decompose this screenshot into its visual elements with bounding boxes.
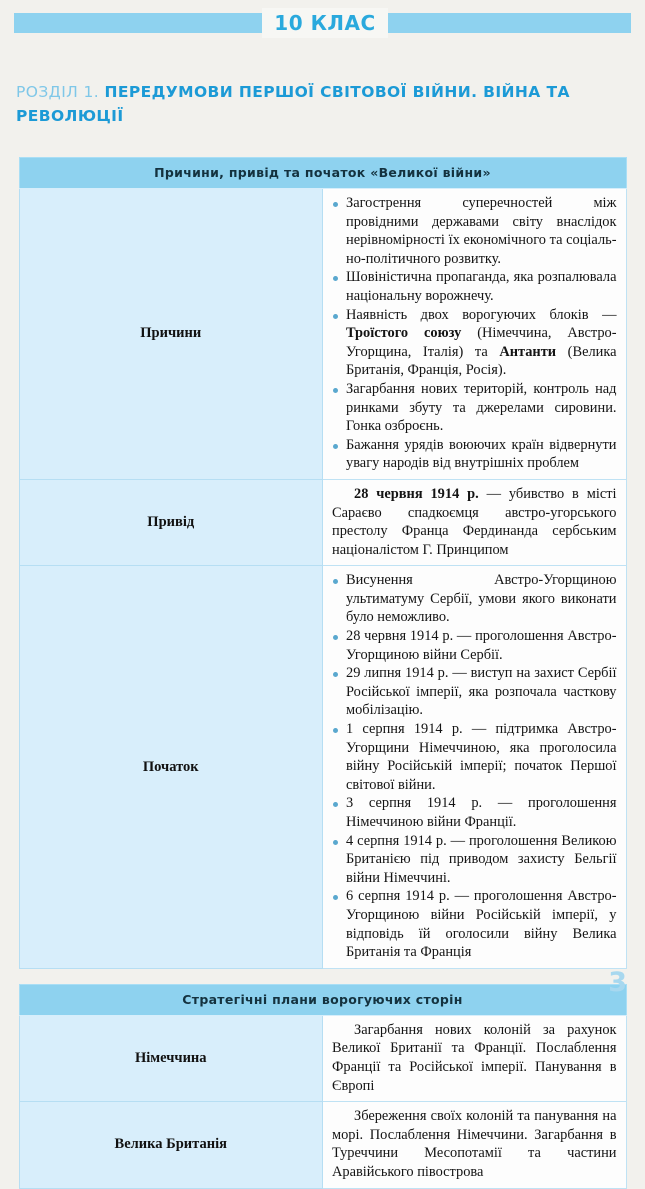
- bullet-item: Бажання урядів воюючих країн відвернути увагу народів від внутрішніх проблем: [332, 436, 617, 473]
- table-header-row: [19, 158, 626, 189]
- chapter-number: РОЗДІЛ 1.: [16, 83, 100, 101]
- table-row: [19, 479, 626, 565]
- row-content: [323, 189, 627, 480]
- table-row: [19, 189, 626, 480]
- table-row: [19, 1102, 626, 1188]
- causes-table: [19, 157, 627, 969]
- causes-table-body: [19, 158, 626, 969]
- page-banner: [0, 8, 645, 44]
- row-content: [323, 479, 627, 565]
- row-label: Початок: [19, 566, 323, 968]
- bullet-item: Висунення Австро-Угорщиною ультиматуму Сербії, умови якого виконати було неможливо.: [332, 571, 617, 627]
- bullet-item: 3 серпня 1914 р. — проголошення Німеччиною війни Франції.: [332, 794, 617, 831]
- table-header-title: Причини, привід та початок «Великої війни»: [19, 158, 626, 189]
- table-row: [19, 1015, 626, 1101]
- row-label: Велика Британія: [19, 1102, 323, 1188]
- banner-bar-right: [388, 13, 631, 33]
- bullet-item: Загарбання нових територій, контроль над ринками збуту та джерелами сировини. Гонка озброєнь.: [332, 380, 617, 436]
- bullet-item: Наявність двох ворогуючих блоків — Троїстого союзу (Німеччина, Австро-Угорщина, Італія) та Антанти (Велика Британія, Франція, Росія).: [332, 306, 617, 380]
- page-number: 3: [608, 967, 627, 998]
- paragraph: 28 червня 1914 р. — убивство в місті Сараєво спадкоємця австро-угорського престолу Франца Фердинанда сербським націоналістом Г. Принципом: [332, 485, 617, 558]
- paragraph: Загарбання нових колоній за рахунок Великої Британії та Франції. Послаблення Франції та Російської імперії. Панування в Європі: [332, 1021, 617, 1094]
- paragraph: Збереження своїх колоній та панування на морі. Послаблення Німеччини. Загарбання в Туреччини Месопотамії та частини Аравійського півострова: [332, 1108, 617, 1180]
- bullet-item: Шовіністична пропаганда, яка розпалювала національну ворожнечу.: [332, 268, 617, 305]
- bullet-item: 29 липня 1914 р. — виступ на захист Сербії Російської імперії, яка розпочала часткову мобілізацію.: [332, 664, 617, 720]
- grade-label: 10 КЛАС: [262, 8, 388, 38]
- bullet-item: Загострення суперечностей між провідними державами світу внаслідок нерівномірності їх економічного та соціально-політичного розвитку.: [332, 194, 617, 268]
- bullet-item: 1 серпня 1914 р. — підтримка Австро-Угорщини Німеччиною, яка проголосила війну Російській імперії; початок Першої світової війни.: [332, 720, 617, 794]
- row-label: Німеччина: [19, 1015, 323, 1101]
- row-content: [323, 566, 627, 968]
- row-content: [323, 1102, 627, 1188]
- row-label: Причини: [19, 189, 323, 480]
- row-content: [323, 1015, 627, 1101]
- table-row: [19, 566, 626, 968]
- chapter-title: ПЕРЕДУМОВИ ПЕРШОЇ СВІТОВОЇ ВІЙНИ. ВІЙНА ТА РЕВОЛЮЦІЇ: [16, 83, 570, 125]
- table-header-title: Стратегічні плани ворогуючих сторін: [19, 984, 626, 1015]
- strategic-plans-table: [19, 984, 627, 1189]
- banner-bar-left: [14, 13, 262, 33]
- strategic-plans-table-body: [19, 984, 626, 1188]
- bullet-item: 28 червня 1914 р. — проголошення Австро-Угорщиною війни Сербії.: [332, 627, 617, 664]
- bullet-item: 6 серпня 1914 р. — проголошення Австро-Угорщиною війни Російській імперії, у відповідь їй оголосили війну Велика Британія та Франція: [332, 887, 617, 961]
- chapter-heading: [16, 80, 645, 128]
- row-label: Привід: [19, 479, 323, 565]
- bullet-item: 4 серпня 1914 р. — проголошення Великою Британією під приводом захисту Бельгії війни Німеччині.: [332, 832, 617, 888]
